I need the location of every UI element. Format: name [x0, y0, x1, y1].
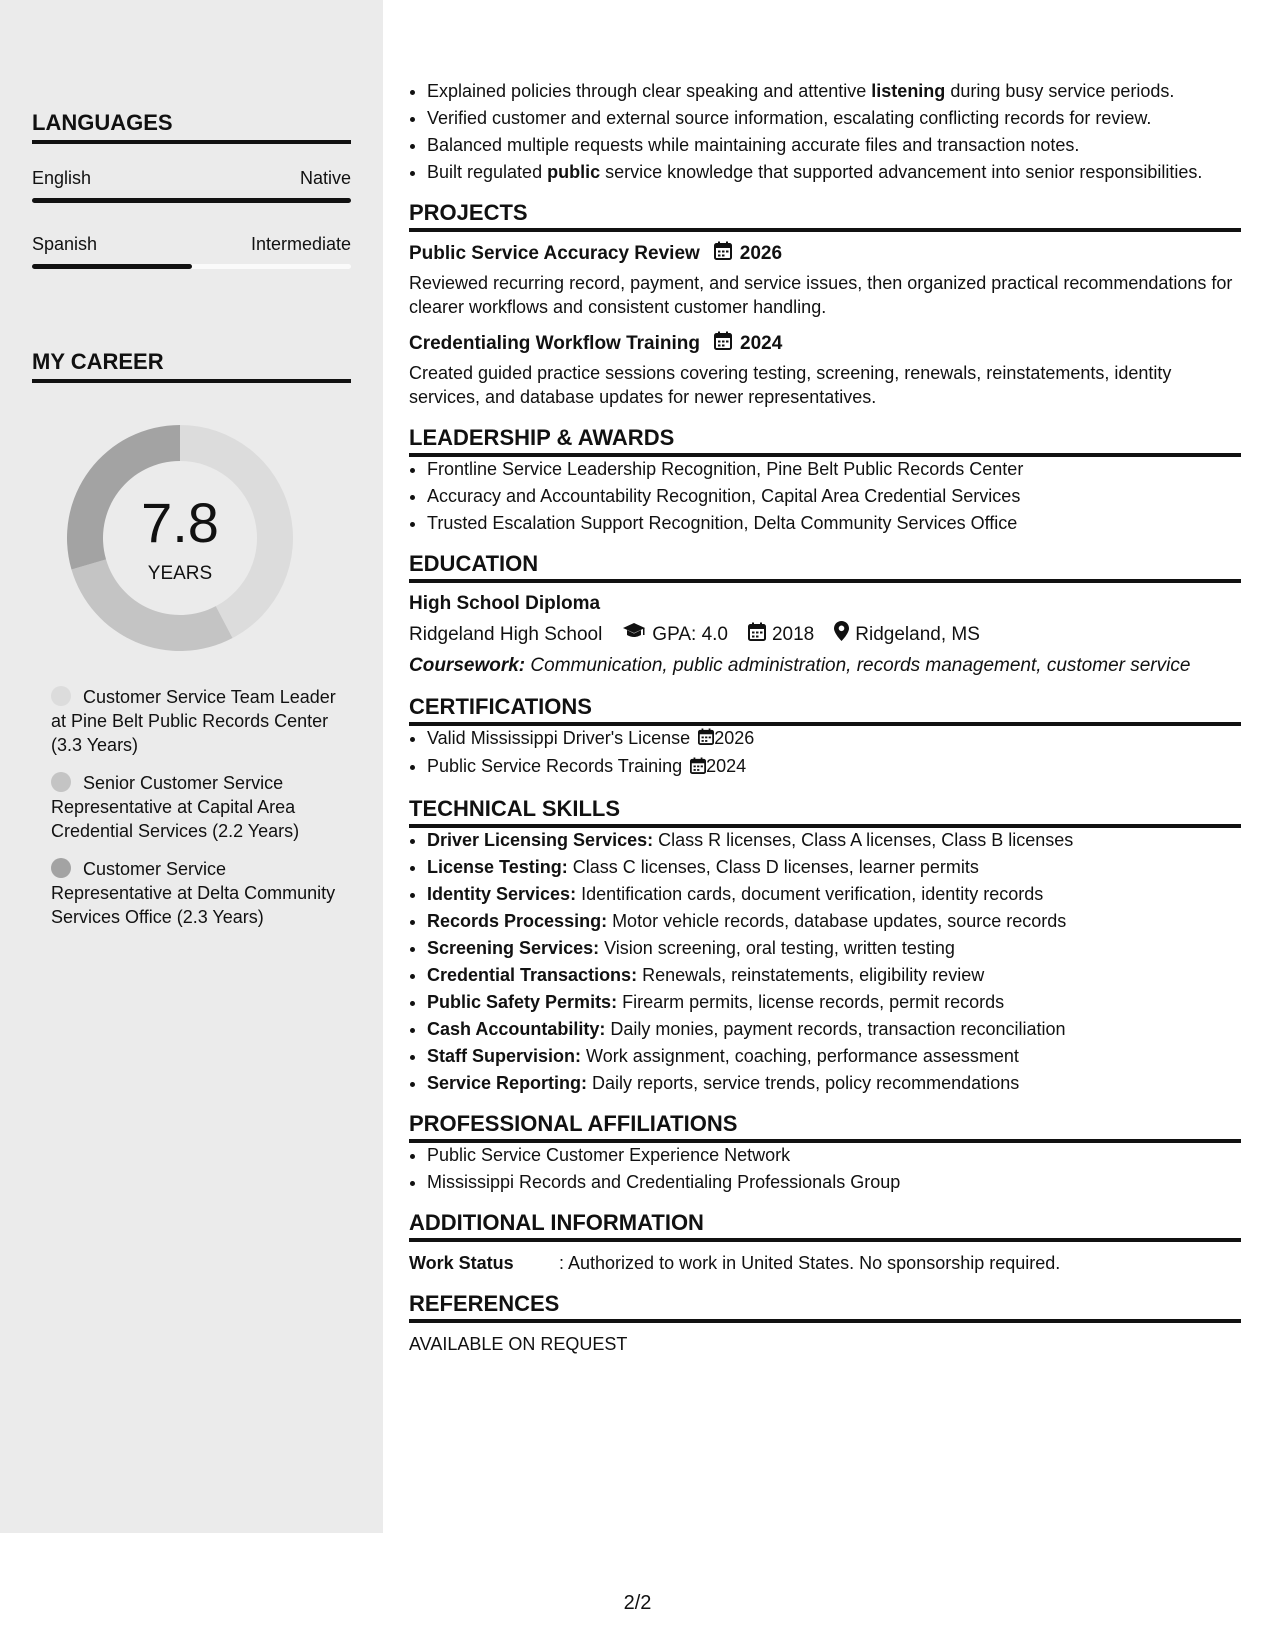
language-name: English — [32, 168, 92, 188]
list-item — [427, 990, 1241, 1014]
additional-info-heading: ADDITIONAL INFORMATION — [409, 1211, 1241, 1242]
references-heading: REFERENCES — [409, 1292, 1241, 1323]
list-item — [427, 882, 1241, 906]
bullet-text: Explained policies through clear speaking and attentive — [427, 81, 872, 101]
skill-label: Cash Accountability: — [427, 1018, 606, 1039]
list-item: • Balanced multiple requests while maintaining accurate files and transaction notes. — [427, 133, 1241, 157]
list-item — [427, 1044, 1241, 1068]
coursework-text: Communication, public administration, records management, customer service — [525, 655, 1191, 676]
coursework-label: Coursework: — [409, 655, 526, 676]
projects-section — [409, 241, 1241, 409]
education-school: Ridgeland High School — [409, 623, 603, 645]
list-item: • Public Service Customer Experience Network — [427, 1143, 1241, 1167]
skill-value: Identification cards, document verification, identity records — [576, 883, 1044, 904]
career-total-years: 7.8 — [141, 491, 219, 554]
career-heading: MY CAREER — [32, 349, 351, 383]
languages-heading: LANGUAGES — [32, 110, 351, 144]
language-level: Intermediate — [250, 234, 351, 254]
experience-bullets — [409, 79, 1241, 184]
skill-label: Records Processing: — [427, 910, 608, 931]
certification-name: Valid Mississippi Driver's License — [427, 728, 691, 748]
list-item — [427, 1071, 1241, 1095]
calendar-icon — [748, 622, 766, 648]
career-legend — [51, 685, 341, 929]
list-item — [427, 160, 1241, 184]
certification-year: 2026 — [714, 728, 755, 748]
affiliations-list — [409, 1143, 1241, 1194]
education-coursework — [409, 654, 1241, 678]
calendar-icon — [714, 241, 732, 267]
leadership-heading: LEADERSHIP & AWARDS — [409, 426, 1241, 457]
bullet-text: during busy service periods. — [945, 81, 1175, 101]
certifications-heading: CERTIFICATIONS — [409, 695, 1241, 726]
calendar-icon — [698, 727, 714, 751]
skill-label: Staff Supervision: — [427, 1045, 582, 1066]
career-donut-chart — [67, 425, 293, 651]
skill-value: Renewals, reinstatements, eligibility review — [637, 964, 985, 985]
skill-label: Service Reporting: — [427, 1072, 588, 1093]
career-legend-text: Customer Service Representative at Delta Community Services Office (2.3 Years) — [51, 859, 336, 927]
list-item: • Trusted Escalation Support Recognition, Delta Community Services Office — [427, 511, 1241, 535]
project-year: 2026 — [739, 243, 783, 264]
project-description: Created guided practice sessions covering testing, screening, renewals, reinstatements, identity services, and database updates for newer representatives. — [409, 363, 1172, 407]
skill-label: Driver Licensing Services: — [427, 829, 654, 850]
skill-value: Firearm permits, license records, permit records — [617, 991, 1005, 1012]
skill-value: Vision screening, oral testing, written testing — [599, 937, 955, 958]
skills-list — [409, 828, 1241, 1095]
work-status-row — [409, 1251, 1241, 1275]
skill-label: Credential Transactions: — [427, 964, 638, 985]
bullet-bold: public — [547, 162, 601, 182]
skill-value: Class R licenses, Class A licenses, Class B licenses — [653, 829, 1074, 850]
list-item — [427, 963, 1241, 987]
career-years-label: YEARS — [147, 563, 213, 584]
language-name: Spanish — [32, 234, 98, 254]
calendar-icon — [714, 331, 732, 357]
certifications-list — [409, 726, 1241, 780]
certification-name: Public Service Records Training — [427, 756, 683, 777]
skill-label: Identity Services: — [427, 883, 577, 904]
education-location: Ridgeland, MS — [855, 623, 980, 645]
sidebar-content — [32, 110, 351, 943]
list-item — [427, 936, 1241, 960]
skill-value: Daily monies, payment records, transaction reconciliation — [605, 1018, 1066, 1039]
skill-value: Class C licenses, Class D licenses, learner permits — [567, 856, 979, 877]
list-item: • Frontline Service Leadership Recognition, Pine Belt Public Records Center — [427, 457, 1241, 481]
work-status-label: Work Status — [409, 1252, 514, 1273]
sidebar — [0, 0, 383, 1533]
career-legend-item — [51, 685, 341, 757]
language-proficiency-fill — [32, 198, 351, 203]
list-item — [427, 1017, 1241, 1041]
career-legend-item — [51, 771, 341, 843]
skill-label: Screening Services: — [427, 937, 600, 958]
education-gpa: GPA: 4.0 — [652, 623, 728, 645]
projects-heading: PROJECTS — [409, 201, 1241, 232]
legend-dot — [51, 686, 71, 706]
education-year: 2018 — [771, 623, 815, 645]
leadership-list — [409, 457, 1241, 535]
map-pin-icon — [834, 621, 849, 648]
skill-value: Work assignment, coaching, performance assessment — [581, 1045, 1019, 1066]
career-legend-item — [51, 857, 341, 929]
page-number: 2/2 — [623, 1592, 652, 1614]
main-content — [409, 79, 1241, 1356]
project-description: Reviewed recurring record, payment, and service issues, then organized practical recommendations for clearer workflows and consistent customer handling. — [409, 273, 1233, 317]
bullet-bold: listening — [871, 81, 946, 101]
work-status-value: : Authorized to work in United States. No sponsorship required. — [559, 1252, 1061, 1273]
bullet-text: Built regulated — [427, 162, 548, 182]
affiliations-heading: PROFESSIONAL AFFILIATIONS — [409, 1112, 1241, 1143]
bullet-text: service knowledge that supported advancement into senior responsibilities. — [600, 162, 1203, 182]
list-item: • Verified customer and external source information, escalating conflicting records for review. — [427, 106, 1241, 130]
language-proficiency-bar — [32, 264, 351, 269]
list-item — [427, 909, 1241, 933]
education-section — [409, 592, 1241, 678]
calendar-icon — [690, 756, 706, 780]
list-item — [427, 726, 1241, 751]
skill-value: Motor vehicle records, database updates, source records — [607, 910, 1067, 931]
project-name: Credentialing Workflow Training — [409, 333, 701, 354]
list-item: • Accuracy and Accountability Recognition, Capital Area Credential Services — [427, 484, 1241, 508]
list-item — [427, 828, 1241, 852]
legend-dot — [51, 772, 71, 792]
education-details — [409, 621, 1241, 648]
language-proficiency-bar — [32, 198, 351, 203]
skills-heading: TECHNICAL SKILLS — [409, 797, 1241, 828]
language-spanish — [32, 234, 351, 269]
skill-label: Public Safety Permits: — [427, 991, 618, 1012]
language-level: Native — [299, 168, 351, 188]
list-item: • Mississippi Records and Credentialing Professionals Group — [427, 1170, 1241, 1194]
project-name: Public Service Accuracy Review — [409, 243, 700, 264]
project-title — [409, 241, 1241, 267]
skill-label: License Testing: — [427, 856, 568, 877]
skill-value: Daily reports, service trends, policy recommendations — [587, 1072, 1020, 1093]
language-english — [32, 168, 351, 203]
language-proficiency-fill — [32, 264, 192, 269]
education-heading: EDUCATION — [409, 552, 1241, 583]
list-item — [427, 754, 1241, 779]
certification-year: 2024 — [706, 756, 747, 777]
legend-dot — [51, 858, 71, 878]
project-title — [409, 331, 1241, 357]
education-degree: High School Diploma — [409, 593, 601, 614]
references-text: AVAILABLE ON REQUEST — [409, 1333, 628, 1354]
career-legend-text: Customer Service Team Leader at Pine Belt Public Records Center (3.3 Years) — [51, 687, 336, 755]
list-item — [427, 855, 1241, 879]
graduation-cap-icon — [622, 622, 646, 647]
list-item — [427, 79, 1241, 103]
career-legend-text: Senior Customer Service Representative at Capital Area Credential Services (2.2 Years) — [51, 773, 300, 841]
project-year: 2024 — [740, 333, 783, 354]
